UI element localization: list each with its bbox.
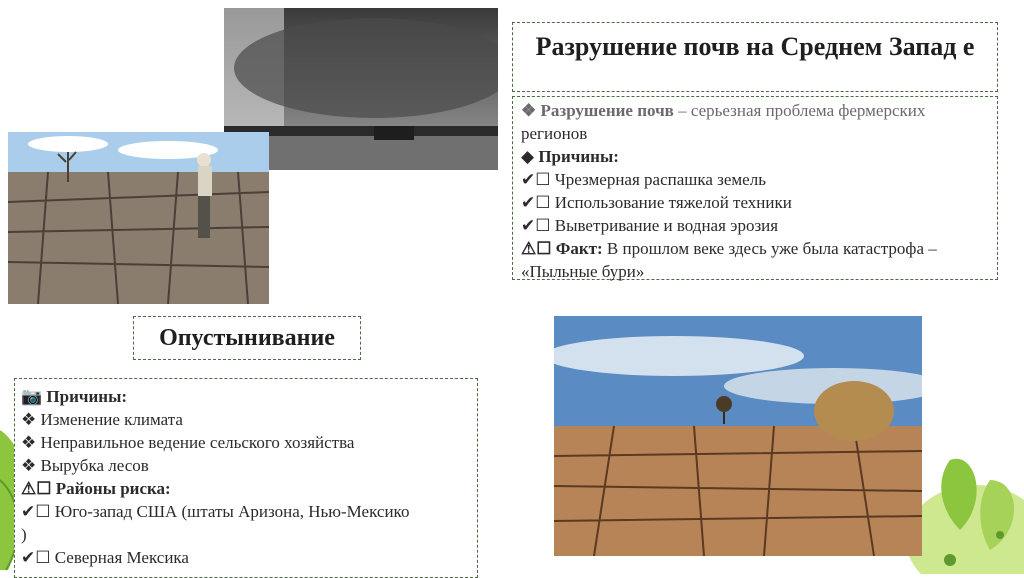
fact-line — [521, 237, 989, 260]
risk-area-item: ✔☐ Северная Мексика — [21, 548, 189, 567]
desertification-title-text: Опустынивание — [159, 325, 335, 351]
desert-causes-heading: 📷 Причины: — [21, 387, 128, 406]
desert-cause-item: ❖ Вырубка лесов — [21, 456, 149, 475]
cause-item: ✔☐ Выветривание и водная эрозия — [521, 216, 779, 235]
slide-title-text: Разрушение почв на Среднем Запад е — [535, 32, 975, 61]
intro-line — [521, 99, 989, 122]
risk-area-item-cont: ) — [21, 525, 27, 544]
causes-heading: ◆ Причины: — [521, 147, 619, 166]
desert-cause-item: ❖ Неправильное ведение сельского хозяйства — [21, 433, 355, 452]
cause-item: ✔☐ Использование тяжелой техники — [521, 193, 792, 212]
fact-text-line-2: «Пыльные бури» — [521, 262, 645, 281]
desertification-text-box — [14, 378, 478, 578]
slide-title — [512, 22, 998, 92]
soil-destruction-text-box — [512, 96, 998, 280]
intro-line-2: регионов — [521, 124, 588, 143]
intro-prefix: ❖ Разрушение почв — [521, 101, 674, 120]
desert-cracked-ground-photo — [554, 316, 922, 556]
desert-cause-item: ❖ Изменение климата — [21, 410, 183, 429]
fact-text: В прошлом веке здесь уже была катастрофа – — [602, 239, 937, 258]
fact-label: ⚠☐ Факт: — [521, 239, 603, 258]
desertification-title — [133, 316, 361, 360]
intro-rest: – серьезная проблема фермерских — [673, 101, 926, 120]
risk-area-item: ✔☐ Юго-запад США (штаты Аризона, Нью-Мексико — [21, 502, 410, 521]
risk-heading: ⚠☐ Районы риска: — [21, 479, 171, 498]
cause-item: ✔☐ Чрезмерная распашка земель — [521, 170, 766, 189]
farmer-cracked-field-photo — [8, 132, 269, 304]
